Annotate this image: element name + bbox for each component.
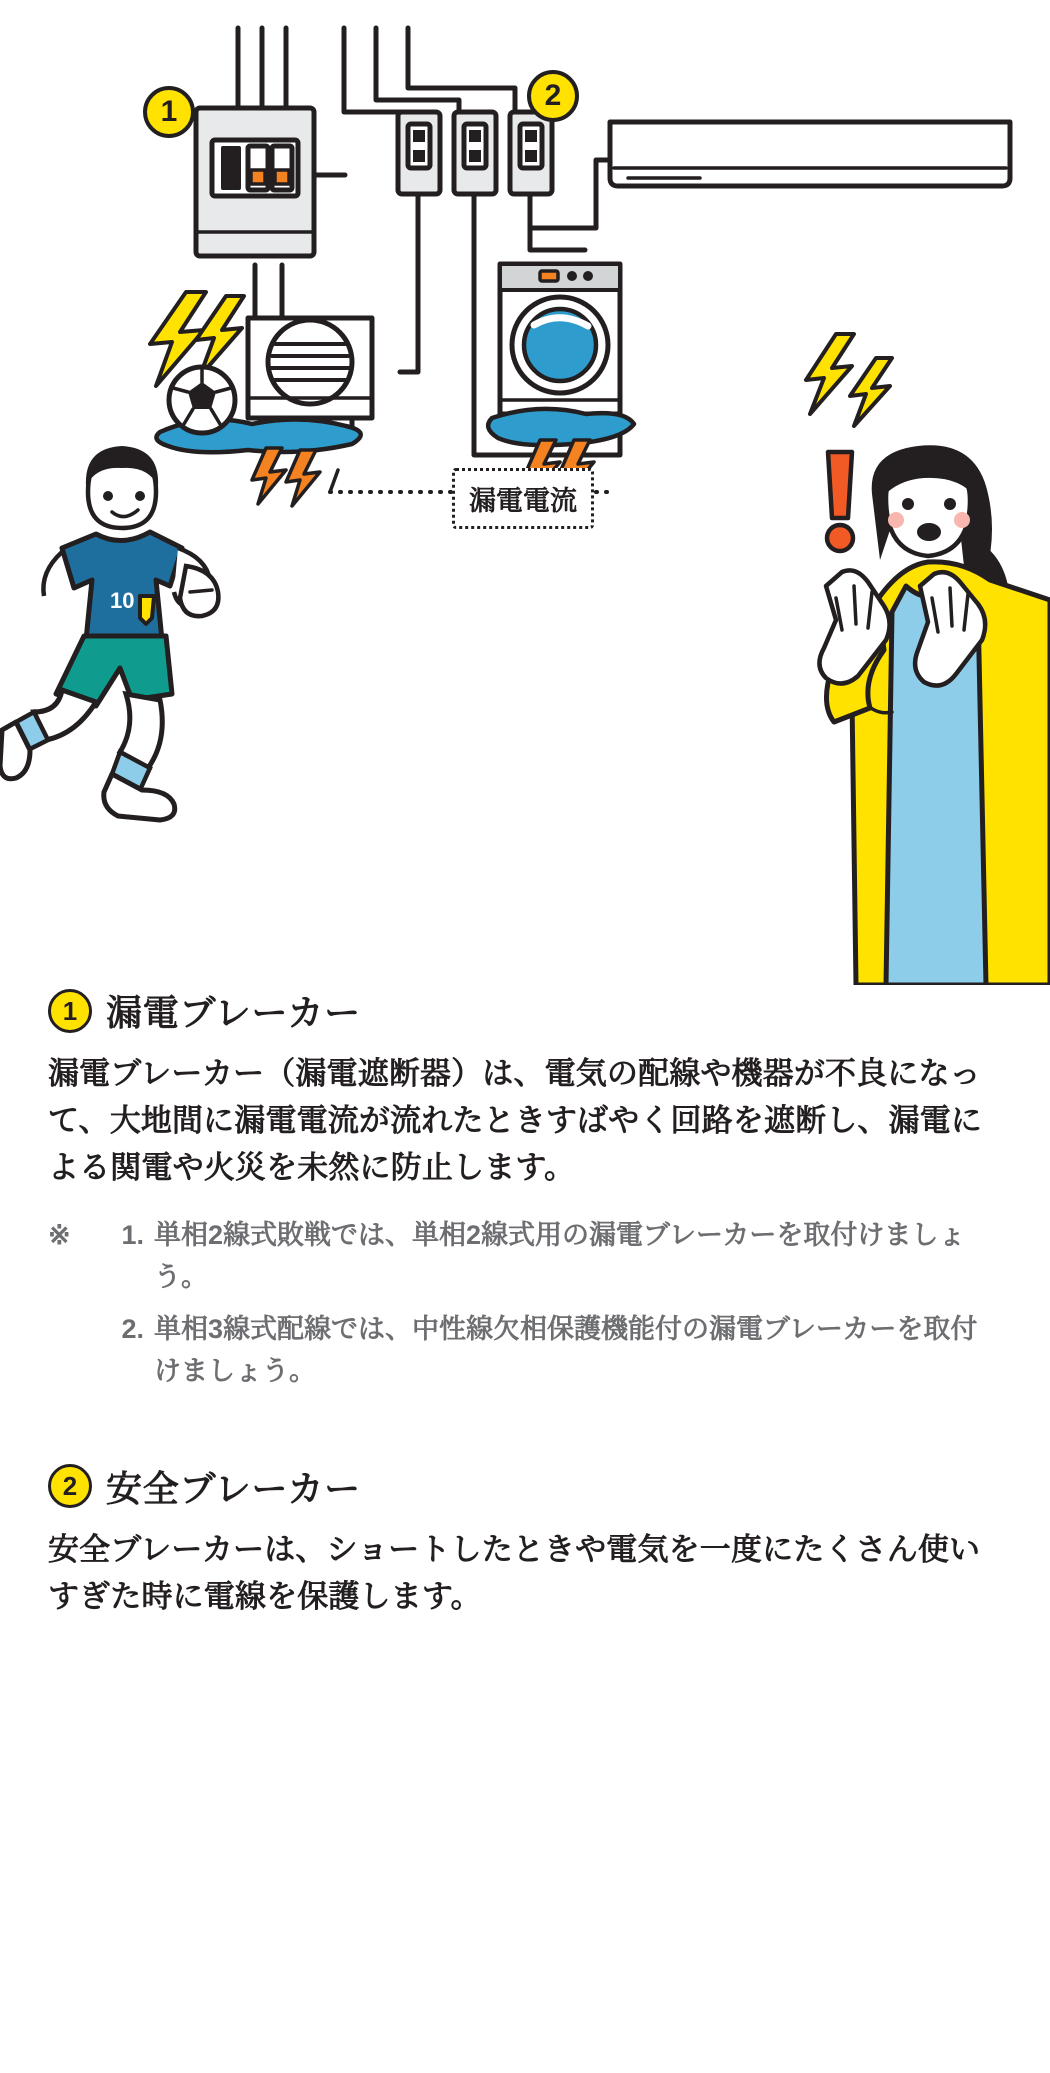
- note-mark: ※: [48, 1220, 71, 1251]
- note-number: 2.: [121, 1314, 144, 1345]
- exclamation-icon: [827, 452, 853, 551]
- note-text: 単相3線式配線では、中性線欠相保護機能付の漏電ブレーカーを取付けましょう。: [154, 1314, 978, 1386]
- spark-left: [252, 448, 320, 506]
- section-spacer: [48, 1403, 1002, 1461]
- illustration-diagram: [0, 0, 1050, 985]
- bolt-right: [806, 334, 892, 426]
- content-area: [0, 985, 1050, 1626]
- section-2-title: 安全ブレーカー: [106, 1467, 361, 1509]
- note-mark: [48, 1309, 82, 1393]
- svg-text:10: 10: [110, 588, 135, 613]
- section-2-badge: 2: [48, 1464, 92, 1508]
- section-1-title: 漏電ブレーカー: [106, 992, 361, 1033]
- woman-figure: [819, 445, 1050, 985]
- section-1-header: [48, 985, 1002, 1036]
- section-safety-breaker: [48, 1461, 1002, 1620]
- note-item: [48, 1309, 1002, 1393]
- section-leak-breaker: [48, 985, 1002, 1393]
- section-1-badge: 1: [48, 989, 92, 1033]
- section-1-body: 漏電ブレーカー（漏電遮断器）は、電気の配線や機器が不良になって、大地間に漏電電流が流れたときすばやく回路を遮断し、漏電による関電や火災を未然に防止します。: [48, 1056, 983, 1186]
- note-text: 単相2線式敗戦では、単相2線式用の漏電ブレーカーを取付けましょう。: [154, 1220, 966, 1293]
- marker-2: 2: [527, 70, 579, 122]
- section-2-header: [48, 1461, 1002, 1512]
- section-1-notes: [48, 1215, 1002, 1392]
- leak-current-label: 漏電電流: [452, 468, 594, 529]
- marker-1: 1: [143, 86, 195, 138]
- section-2-body: 安全ブレーカーは、ショートしたときや電気を一度にたくさん使いすぎた時に電線を保護します。: [48, 1531, 981, 1614]
- note-number: 1.: [121, 1220, 144, 1251]
- boy-figure: [0, 367, 235, 820]
- note-item: [48, 1215, 1002, 1299]
